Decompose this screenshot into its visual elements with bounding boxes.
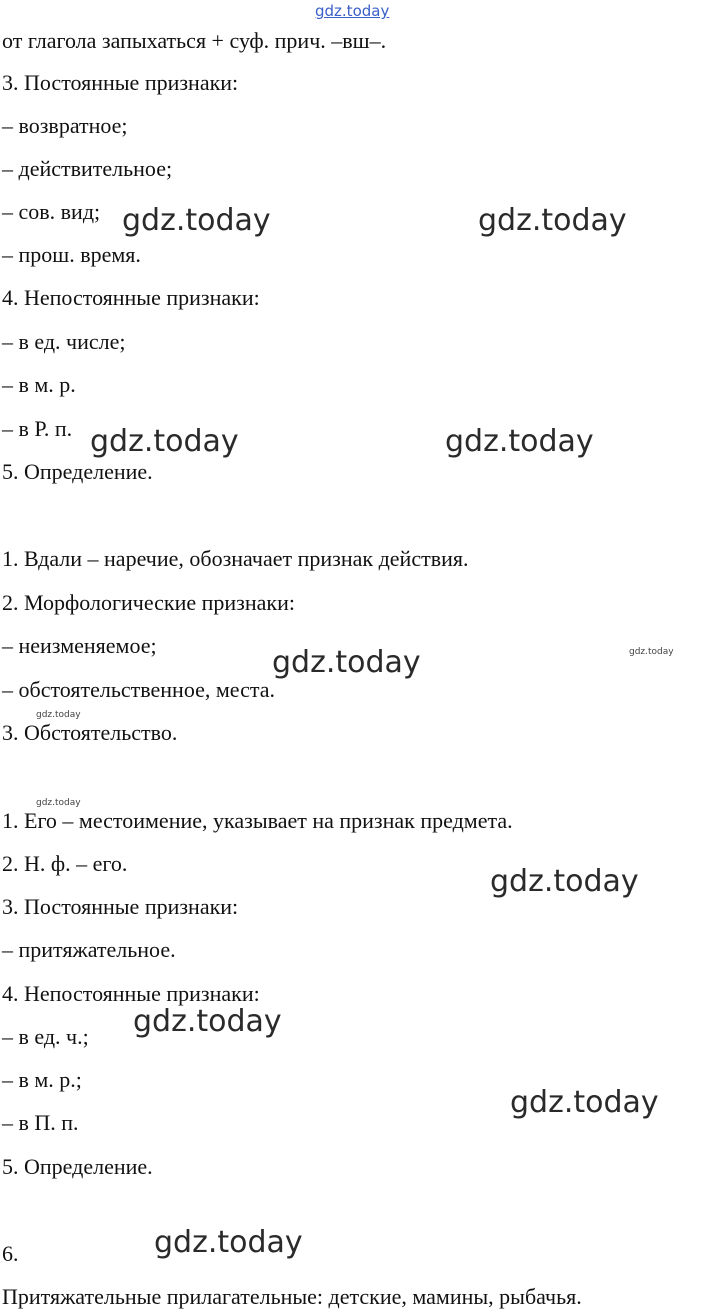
text-line: – в П. п. — [2, 1110, 79, 1135]
text-line: 3. Постоянные признаки: — [2, 894, 239, 919]
text-line: – в Р. п. — [2, 416, 73, 441]
text-line: 5. Определение. — [2, 1154, 153, 1179]
text-line: 4. Непостоянные признаки: — [2, 285, 260, 310]
text-line: – в м. р.; — [2, 1067, 82, 1092]
watermark: gdz.today — [490, 864, 639, 899]
text-line: Притяжательные прилагательные: детские, мамины, рыбачья. — [2, 1284, 582, 1309]
watermark-small: gdz.today — [36, 798, 81, 808]
text-line: от глагола запыхаться + суф. прич. –вш–. — [2, 28, 387, 53]
text-line: – в м. р. — [2, 372, 76, 397]
watermark: gdz.today — [122, 203, 271, 238]
watermark: gdz.today — [154, 1225, 303, 1260]
text-line: – действительное; — [2, 156, 173, 181]
text-line: 2. Морфологические признаки: — [2, 590, 295, 615]
watermark: gdz.today — [272, 645, 421, 680]
watermark: gdz.today — [90, 424, 239, 459]
text-line: 1. Вдали – наречие, обозначает признак действия. — [2, 546, 469, 571]
text-line: 3. Обстоятельство. — [2, 720, 178, 745]
text-line: – сов. вид; — [2, 199, 101, 224]
text-line: – притяжательное. — [2, 937, 176, 962]
watermark: gdz.today — [510, 1085, 659, 1120]
text-line: 1. Его – местоимение, указывает на признак предмета. — [2, 808, 513, 833]
watermark-small: gdz.today — [36, 710, 81, 720]
text-line: 6. — [2, 1241, 19, 1266]
watermark-small: gdz.today — [629, 647, 674, 657]
text-line: 3. Постоянные признаки: — [2, 70, 239, 95]
watermark: gdz.today — [445, 424, 594, 459]
text-line: – прош. время. — [2, 242, 141, 267]
text-line: – возвратное; — [2, 113, 128, 138]
text-line: 2. Н. ф. – его. — [2, 851, 128, 876]
text-line: – обстоятельственное, места. — [2, 677, 276, 702]
text-line: – неизменяемое; — [2, 633, 157, 658]
watermark-top-link[interactable]: gdz.today — [315, 2, 390, 20]
text-line: 4. Непостоянные признаки: — [2, 981, 260, 1006]
text-line: – в ед. числе; — [2, 329, 126, 354]
watermark: gdz.today — [478, 203, 627, 238]
watermark: gdz.today — [133, 1004, 282, 1039]
text-line: – в ед. ч.; — [2, 1024, 89, 1049]
text-line: 5. Определение. — [2, 459, 153, 484]
